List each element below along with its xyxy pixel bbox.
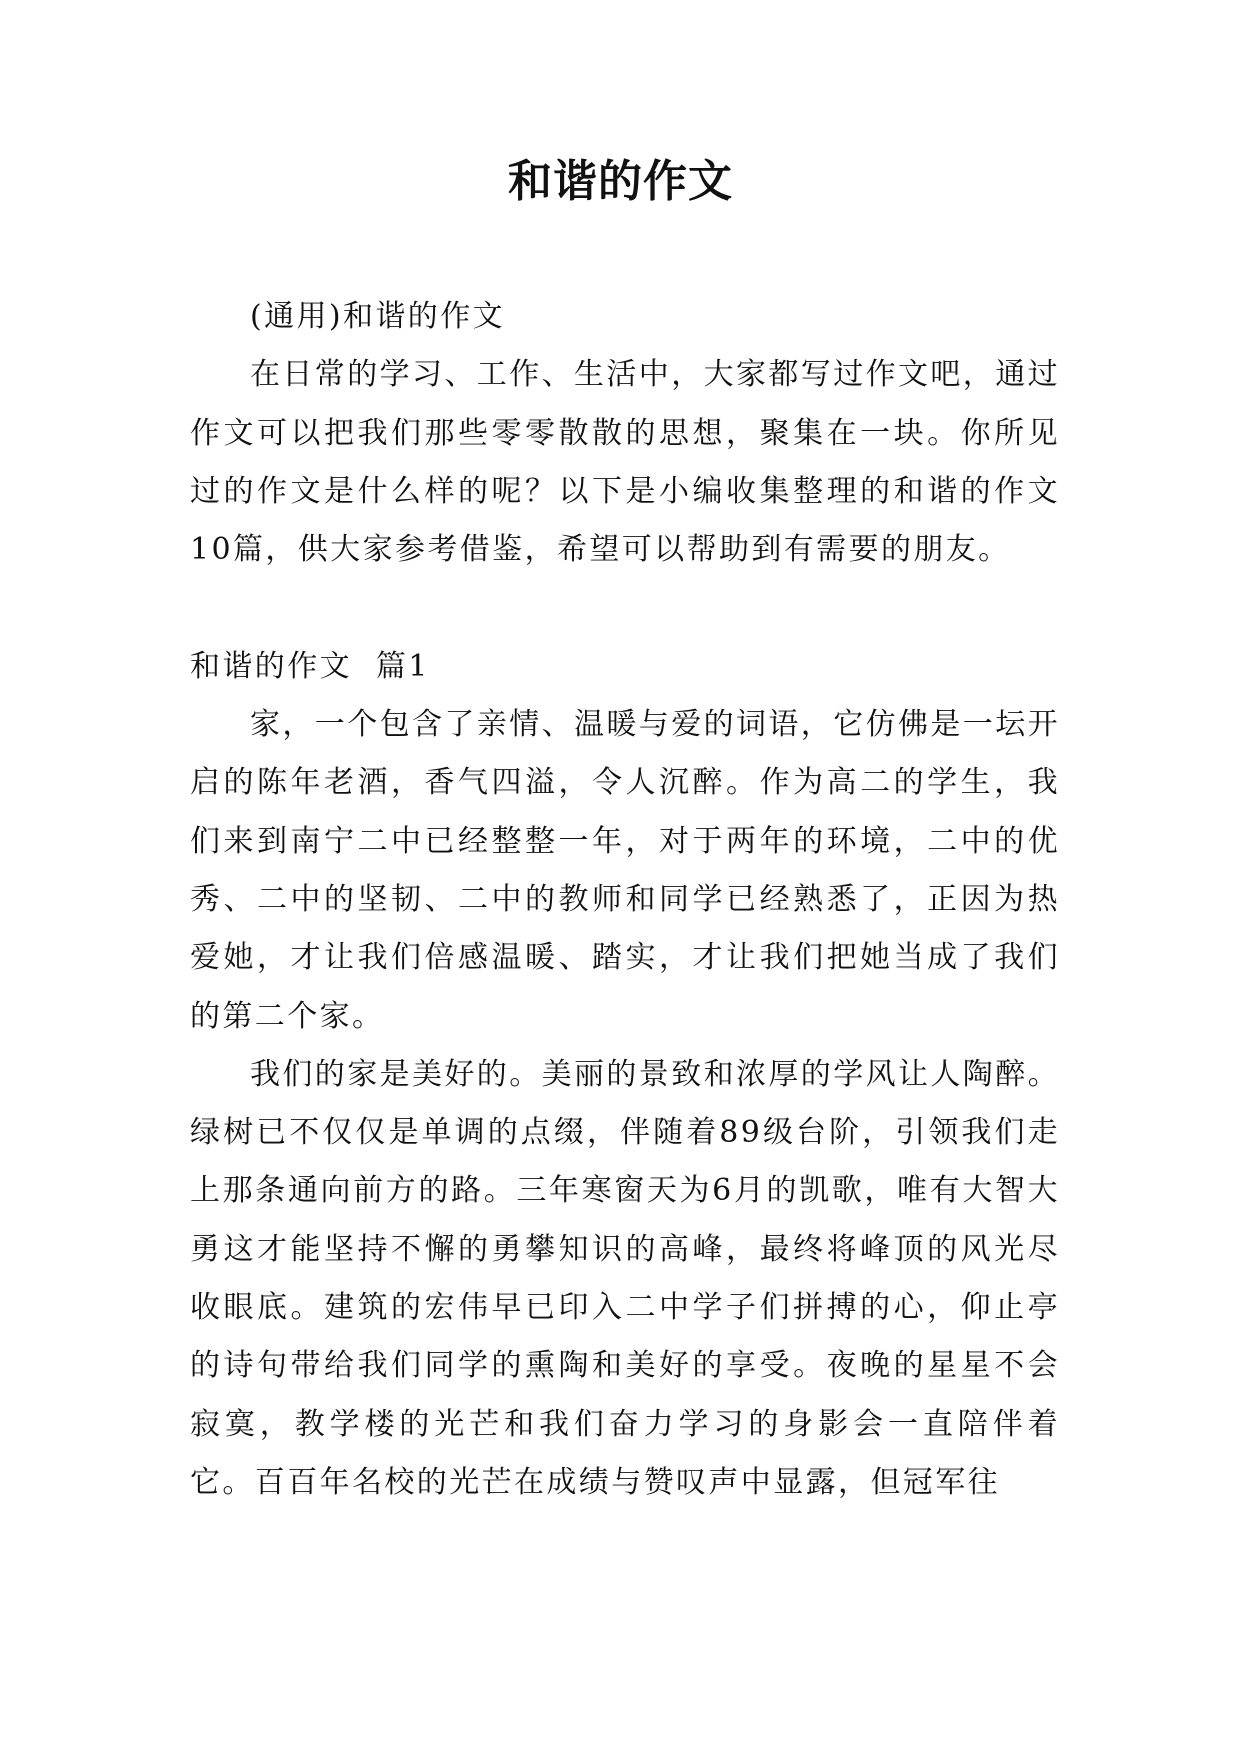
body-paragraph-2: 我们的家是美好的。美丽的景致和浓厚的学风让人陶醉。绿树已不仅仅是单调的点缀，伴随着89级台阶，引领我们走上那条通向前方的路。三年寒窗天为6月的凯歌，唯有大智大勇这才能坚持不懈的勇攀知识的高峰，最终将峰顶的风光尽收眼底。建筑的宏伟早已印入二中学子们拼搏的心，仰止亭的诗句带给我们同学的熏陶和美好的享受。夜晚的星星不会寂寞，教学楼的光芒和我们奋力学习的身影会一直陪伴着它。百百年名校的光芒在成绩与赞叹声中显露，但冠军往 bbox=[190, 1056, 1060, 1500]
section-heading: 和谐的作文 篇1 bbox=[190, 648, 430, 684]
paragraph-spacer bbox=[190, 579, 1060, 637]
document-body bbox=[190, 288, 1060, 1512]
document-subtitle: (通用)和谐的作文 bbox=[250, 299, 506, 334]
body-paragraph-1: 家，一个包含了亲情、温暖与爱的词语，它仿佛是一坛开启的陈年老酒，香气四溢，令人沉醉。作为高二的学生，我们来到南宁二中已经整整一年，对于两年的环境，二中的优秀、二中的坚韧、二中的教师和同学已经熟悉了，正因为热爱她，才让我们倍感温暖、踏实，才让我们把她当成了我们的第二个家。 bbox=[190, 707, 1060, 1034]
document-title: 和谐的作文 bbox=[508, 156, 733, 207]
intro-paragraph: 在日常的学习、工作、生活中，大家都写过作文吧，通过作文可以把我们那些零零散散的思想，聚集在一块。你所见过的作文是什么样的呢？以下是小编收集整理的和谐的作文10篇，供大家参考借鉴，希望可以帮助到有需要的朋友。 bbox=[190, 357, 1060, 568]
